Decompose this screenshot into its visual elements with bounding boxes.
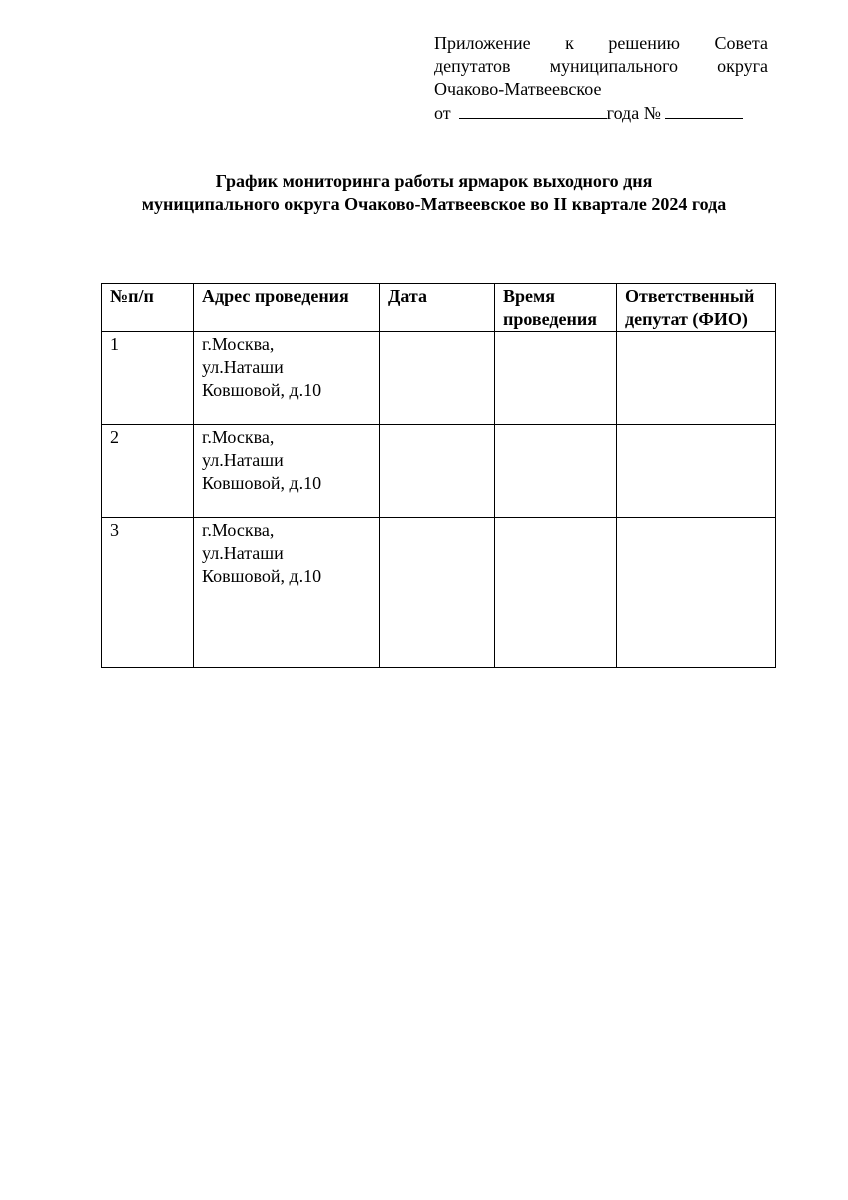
appendix-word: Приложение [434,33,531,53]
row-address [194,425,380,518]
row-date [380,425,495,518]
appendix-line-1 [434,32,768,55]
table-row [102,518,776,668]
header-deputy: Ответственный депутат (ФИО) [617,284,776,332]
appendix-word: муниципального [549,56,679,76]
date-blank-line [459,101,607,119]
row-number: 1 [102,332,194,425]
appendix-line-3: Очаково-Матвеевское [434,79,602,99]
year-number-label: года № [606,103,661,123]
table-row [102,425,776,518]
row-date [380,332,495,425]
row-time [495,425,617,518]
appendix-word: решению [608,33,680,53]
row-time [495,332,617,425]
appendix-word: к [565,33,574,53]
header-address: Адрес проведения [194,284,380,332]
address-line: Ковшовой, д.10 [202,566,322,586]
header-time: Время проведения [495,284,617,332]
address-line: ул.Наташи [202,543,284,563]
monitoring-schedule-table [101,283,776,668]
number-blank-line [665,101,743,119]
document-title [60,170,808,216]
address-line: г.Москва, [202,520,275,540]
appendix-note [434,32,768,125]
appendix-line-2 [434,55,768,78]
address-line: Ковшовой, д.10 [202,380,322,400]
title-line-1: График мониторинга работы ярмарок выходного дня [215,171,653,191]
appendix-word: округа [717,56,768,76]
row-number: 2 [102,425,194,518]
row-deputy [617,518,776,668]
row-deputy [617,425,776,518]
header-number: №п/п [102,284,194,332]
appendix-date-line [434,101,768,125]
row-address [194,332,380,425]
title-line-2: муниципального округа Очаково-Матвеевское во II квартале 2024 года [141,194,727,214]
row-time [495,518,617,668]
address-line: г.Москва, [202,334,275,354]
address-line: Ковшовой, д.10 [202,473,322,493]
table-row [102,332,776,425]
address-line: г.Москва, [202,427,275,447]
address-line: ул.Наташи [202,357,284,377]
address-line: ул.Наташи [202,450,284,470]
row-date [380,518,495,668]
date-prefix: от [434,103,451,123]
table-header-row [102,284,776,332]
appendix-word: Совета [714,33,768,53]
header-date: Дата [380,284,495,332]
row-address [194,518,380,668]
row-deputy [617,332,776,425]
row-number: 3 [102,518,194,668]
appendix-word: депутатов [434,56,511,76]
